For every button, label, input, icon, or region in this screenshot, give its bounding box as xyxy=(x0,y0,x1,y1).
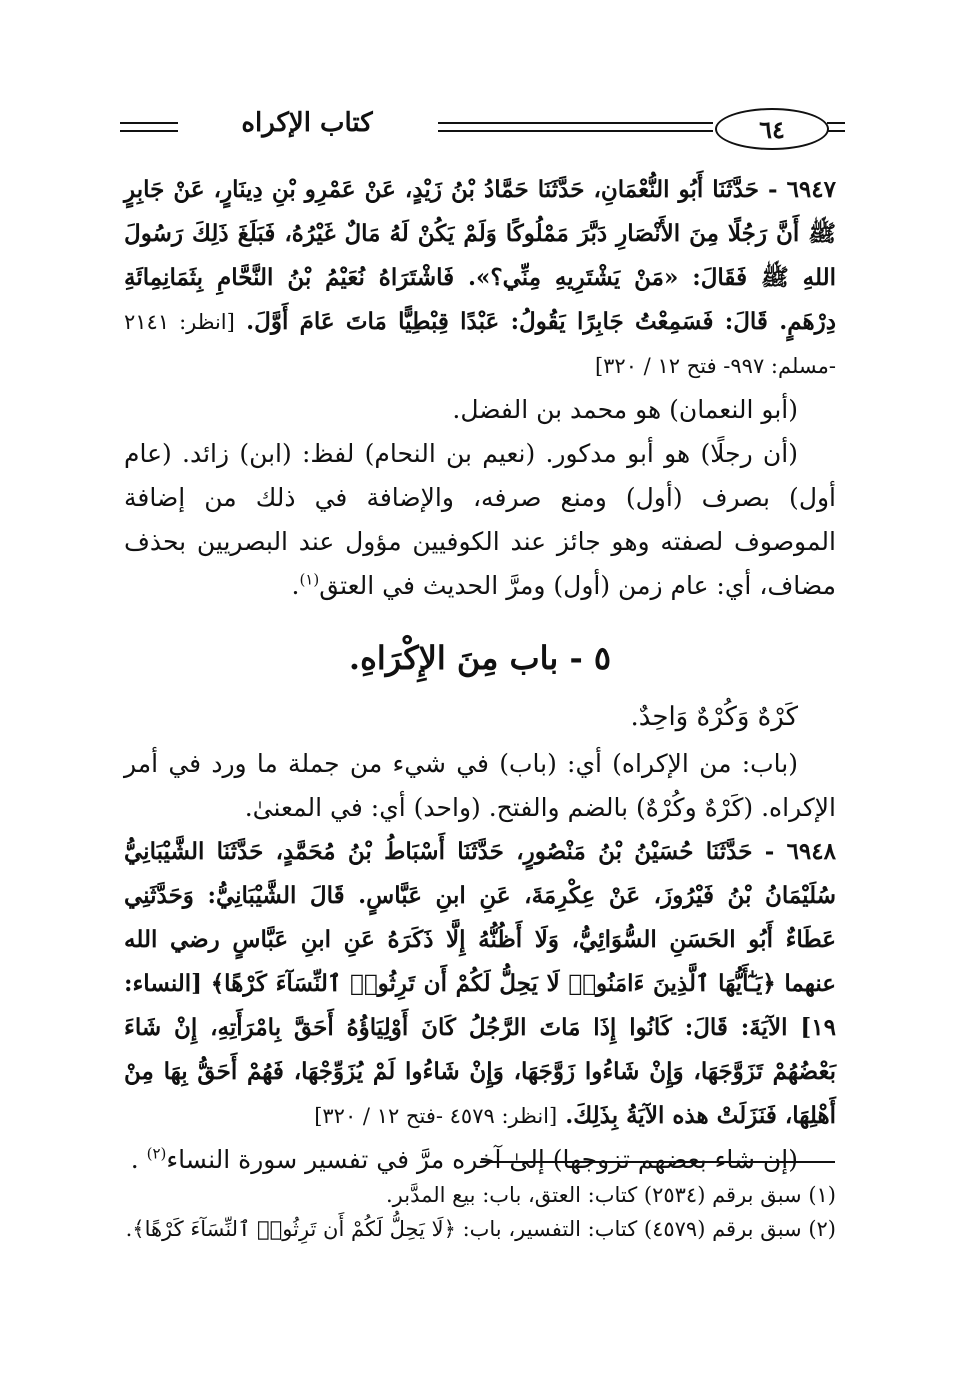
footnote-2: (٢) سبق برقم (٤٥٧٩) كتاب: التفسير، باب: ﴿لَا يَحِلُّ لَكُمْ أَن تَرِثُوا۟ ٱلنِّسَآءَ كَرْهًا﴾. xyxy=(125,1217,836,1241)
header-rule-middle-top xyxy=(438,122,713,124)
hadith-6948-reference: [انظر: ٤٥٧٩ -فتح ١٢ / ٣٢٠] xyxy=(314,1104,558,1128)
header-rule-right-top xyxy=(827,122,845,124)
footnote-1: (١) سبق برقم (٢٥٣٤) كتاب: العتق، باب: بيع المدَّبر. xyxy=(385,1183,836,1207)
footnote-separator xyxy=(480,1161,835,1163)
hadith-6948 xyxy=(124,830,836,1138)
running-title: كتاب الإكراه xyxy=(241,108,373,138)
commentary-text: (أن رجلًا) هو أبو مدكور. (نعيم بن النحام) لفظ: (ابن) زائد. (عام أول) بصرف (أول) ومنع صرفه، والإضافة في ذلك من إضافة الموصوف لصفته وهو جائز عند الكوفيين مؤول عند البصريين بحذف مضاف، أي: عام زمن (أول) ومرَّ الحديث في العتق xyxy=(124,439,836,600)
header-rule-left-bottom xyxy=(120,130,178,132)
commentary-6948-end: . xyxy=(130,1145,147,1174)
page-number: ٦٤ xyxy=(715,108,829,150)
header-rule-left-top xyxy=(120,122,178,124)
chapter-commentary: (باب: من الإكراه) أي: (باب) في شيء من جملة ما ورد في أمر الإكراه. (كَرْهٌ وكُرْهٌ) بالضم والفتح. (واحد) أي: في المعنىٰ. xyxy=(124,749,836,822)
footnote-ref-1: (١) xyxy=(299,570,320,589)
chapter-text: كَرْهٌ وَكُرْهٌ وَاحِدٌ. xyxy=(630,702,798,732)
header-rule-right-bottom xyxy=(827,130,845,132)
hadith-6947-reference: [انظر: ٢١٤١ -مسلم: ٩٩٧- فتح ١٢ / ٣٢٠] xyxy=(124,310,836,378)
chapter-title: ٥ - باب مِنَ الإِكْرَاهِ. xyxy=(348,639,612,677)
commentary-paragraph: (أن رجلًا) هو أبو مدكور. (نعيم بن النحام) لفظ: (ابن) زائد. (عام أول) بصرف (أول) ومنع صرفه، والإضافة في ذلك من إضافة الموصوف لصفته وهو جائز عند الكوفيين مؤول عند البصريين بحذف مضاف، أي: عام زمن (أول) ومرَّ الحديث في العتق$^{(١)}$. xyxy=(124,439,836,600)
commentary-6948 xyxy=(124,1138,836,1182)
commentary-line: (أبو النعمان) هو محمد بن الفضل. xyxy=(452,395,798,424)
hadith-6948-text: ٦٩٤٨ - حَدَّثَنَا حُسَيْنُ بْنُ مَنْصُورٍ، حَدَّثَنَا أَسْبَاطُ بْنُ مُحَمَّدٍ، حَدَّثَنَا الشَّيْبَانِيُّ سُلَيْمَانُ بْنُ فَيْرُوزَ، عَنْ عِكْرِمَةَ، عَنِ ابنِ عَبَّاسٍ. قَالَ الشَّيْبَانِيُّ: وَحَدَّثَنِي عَطَاءٌ أَبُو الحَسَنِ السُّوَائِيُّ، وَلَا أَظُنُّهُ إِلَّا ذَكَرَهُ عَنِ ابنِ عَبَّاسٍ رضي الله عنهما ﴿يَـٰٓأَيُّهَا ٱلَّذِينَ ءَامَنُوا۟ لَا يَحِلُّ لَكُمْ أَن تَرِثُوا۟ ٱلنِّسَآءَ كَرْهًا﴾ [النساء: ١٩] الآيَةَ: قَالَ: كَانُوا إِذَا مَاتَ الرَّجُلُ كَانَ أَوْلِيَاؤُهُ أَحَقَّ بِامْرَأَتِهِ، إِنْ شَاءَ بَعْضُهُمْ تَزَوَّجَهَا، وَإِنْ شَاءُوا زَوَّجَهَا، وَإِنْ شَاءُوا لَمْ يُزَوِّجْهَا، فَهُمْ أَحَقُّ بِهَا مِنْ أَهْلِهَا، فَنَزَلَتْ هذه الآيَةُ بِذَلِكَ. xyxy=(124,838,836,1129)
footnote-ref-2: (٢) xyxy=(146,1144,167,1163)
hadith-6947 xyxy=(124,168,836,388)
header-rule-middle-bottom xyxy=(438,130,713,132)
hadith-6947-text: ٦٩٤٧ - حَدَّثَنَا أَبُو النُّعْمَانِ، حَدَّثَنَا حَمَّادُ بْنُ زَيْدٍ، عَنْ عَمْرِو بْنِ دِينَارٍ، عَنْ جَابِرٍ ﷺ أَنَّ رَجُلًا مِنَ الأَنْصَارِ دَبَّرَ مَمْلُوكًا وَلَمْ يَكُنْ لَهُ مَالٌ غَيْرُهُ، فَبَلَغَ ذَلِكَ رَسُولَ اللهِ ﷺ فَقَالَ: «مَنْ يَشْتَرِيهِ مِنِّي؟». فَاشْتَرَاهُ نُعَيْمُ بْنُ النَّحَّامِ بِثَمَانِمِائَةِ دِرْهَمٍ. قَالَ: فَسَمِعْتُ جَابِرًا يَقُولُ: عَبْدًا قِبْطِيًّا مَاتَ عَامَ أَوَّلَ. xyxy=(124,176,836,335)
main-text xyxy=(124,168,836,1182)
footnotes xyxy=(124,1178,836,1246)
running-header xyxy=(120,104,845,156)
commentary-6948-text: (إن شاء بعضهم تزوجها) إلىٰ آخره مرَّ في تفسير سورة النساء xyxy=(166,1145,798,1174)
